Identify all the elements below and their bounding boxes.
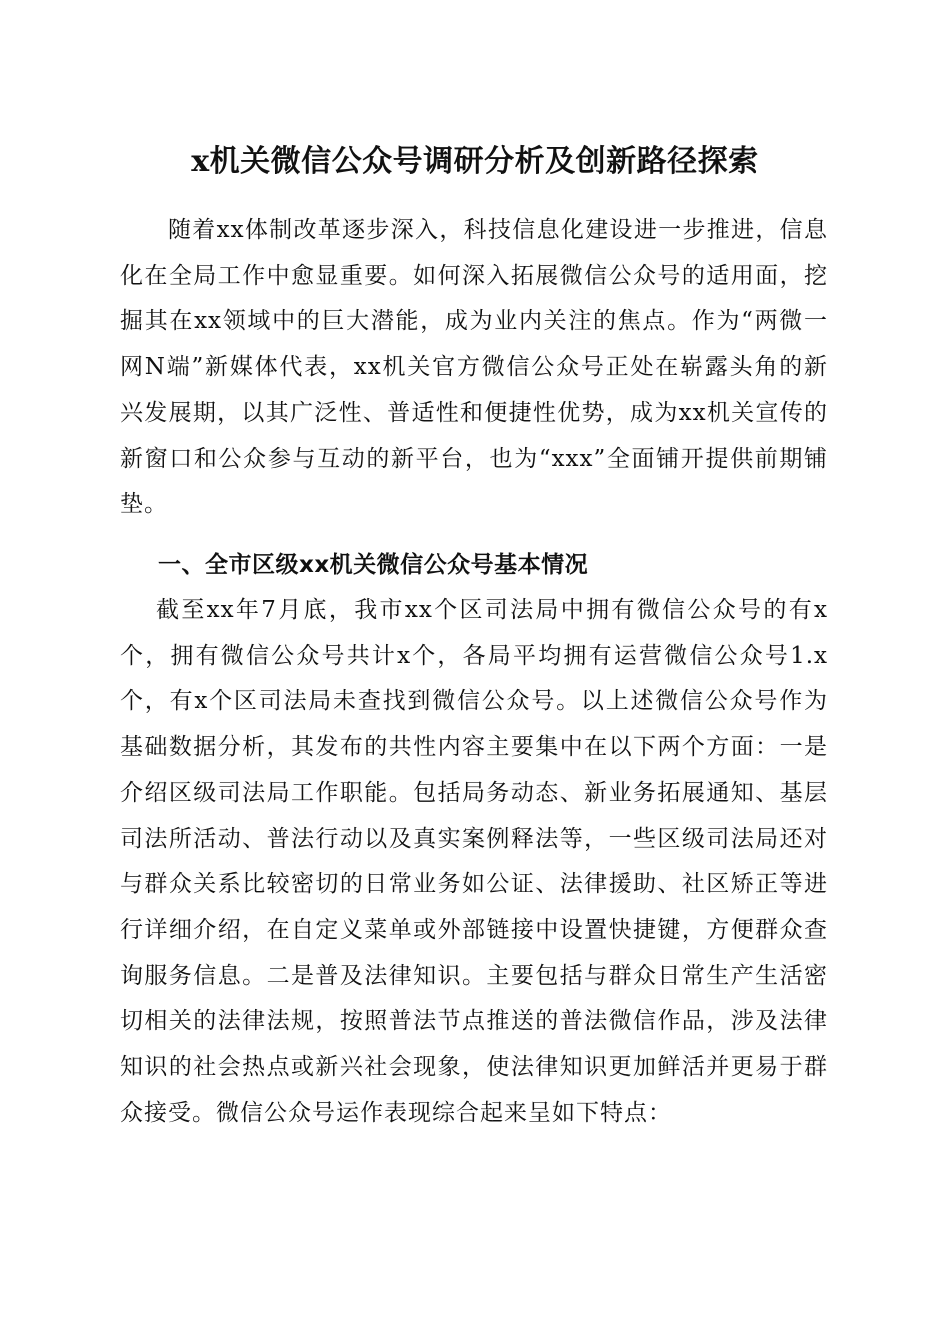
section-heading: 一、全市区级xx机关微信公众号基本情况 [158, 552, 589, 578]
intro-paragraph: 随着xx体制改革逐步深入，科技信息化建设进一步推进，信息化在全局工作中愈显重要。如何深入拓展微信公众号的适用面，挖掘其在xx领域中的巨大潜能，成为业内关注的焦点。作为“两微一网N端”新媒体代表，xx机关官方微信公众号正处在崭露头角的新兴发展期，以其广泛性、普适性和便捷性优势，成为xx机关宣传的新窗口和公众参与互动的新平台，也为“xxx”全面铺开提供前期铺垫。 [120, 217, 828, 518]
section-paragraph: 截至xx年7月底，我市xx个区司法局中拥有微信公众号的有x个，拥有微信公众号共计x个，各局平均拥有运营微信公众号1.x个，有x个区司法局未查找到微信公众号。以上述微信公众号作为基础数据分析，其发布的共性内容主要集中在以下两个方面：一是介绍区级司法局工作职能。包括局务动态、新业务拓展通知、基层司法所活动、普法行动以及真实案例释法等，一些区级司法局还对与群众关系比较密切的日常业务如公证、法律援助、社区矫正等进行详细介绍，在自定义菜单或外部链接中设置快捷键，方便群众查询服务信息。二是普及法律知识。主要包括与群众日常生产生活密切相关的法律法规，按照普法节点推送的普法微信作品，涉及法律知识的社会热点或新兴社会现象，使法律知识更加鲜活并更易于群众接受。微信公众号运作表现综合起来呈如下特点： [120, 597, 828, 1126]
document-title: x机关微信公众号调研分析及创新路径探索 [191, 144, 759, 179]
